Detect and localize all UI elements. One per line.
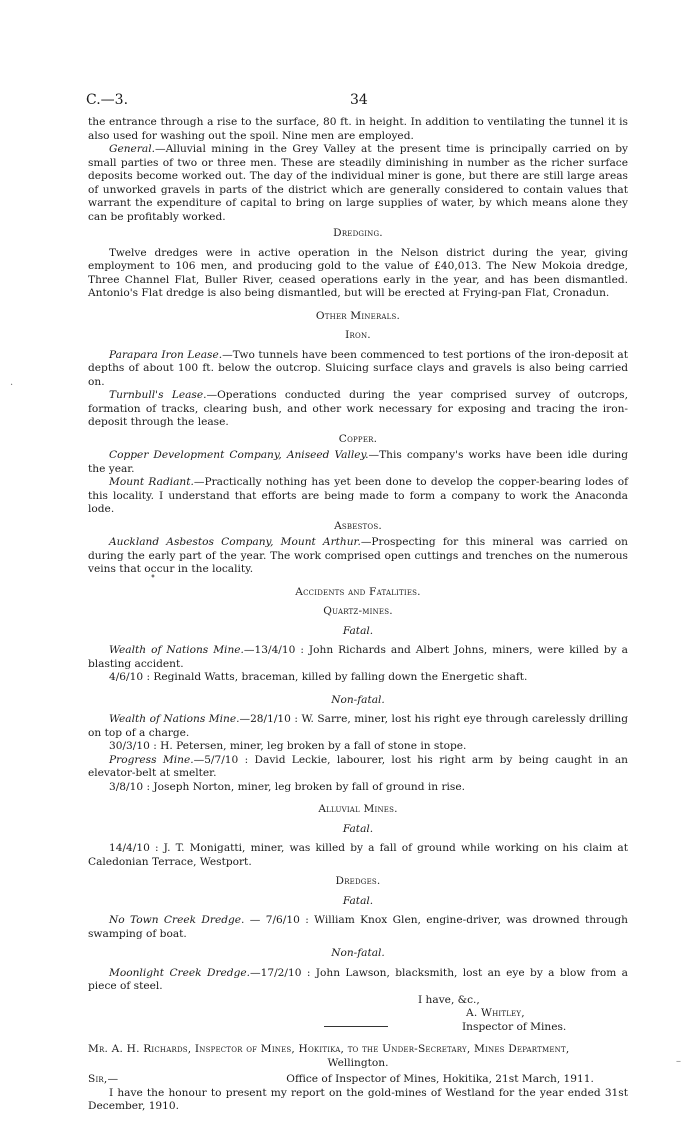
paragraph-progress — [88, 754, 628, 781]
paragraph-no-town-creek — [88, 914, 628, 941]
paragraph-general-text: —Alluvial mining in the Grey Valley at the present time is principally carried on by small parties of two or three men. These are steadily diminishing in number as the richer surface deposits become worked out. The day of the individual miner is gone, but there are still large areas of unworked gravels in parts of the district which are generally considered to contain values that warrant the expenditure of capital to bring on large supplies of water, by which means alone they can be profitably worked. — [88, 143, 628, 223]
paragraph-wealth-nonfatal — [88, 713, 628, 740]
heading-dredges: Dredges. — [335, 875, 381, 887]
signature-name: A. Whitley, — [466, 1007, 525, 1019]
letter-office: Office of Inspector of Mines, Hokitika, 21st March, 1911. — [286, 1073, 594, 1085]
heading-alluvial-mines: Alluvial Mines. — [318, 803, 398, 815]
paragraph-parapara-label: Parapara Iron Lease. — [109, 348, 223, 361]
heading-nonfatal-dredges: Non-fatal. — [331, 947, 385, 959]
paragraph-parapara-text: —Two tunnels have been commenced to test portions of the iron-deposit at depths of about 100 ft. below the outcrop. Sluicing surface clays and gravels is also being carried on. — [88, 348, 628, 388]
paragraph-asbestos — [88, 536, 628, 577]
paragraph-mount-radiant-label: Mount Radiant. — [109, 476, 194, 488]
heading-dredging: Dredging. — [333, 227, 383, 239]
paragraph-no-town-creek-text: — 7/6/10 : William Knox Glen, engine-driver, was drowned through swamping of boat. — [88, 914, 628, 940]
paragraph-general — [88, 143, 628, 224]
paragraph-watts: 4/6/10 : Reginald Watts, braceman, killed by falling down the Energetic shaft. — [109, 671, 528, 683]
heading-fatal-quartz: Fatal. — [342, 624, 374, 637]
paragraph-wealth-fatal-text: —13/4/10 : John Richards and Albert Johns, miners, were killed by a blasting accident. — [88, 644, 628, 670]
paragraph-copper-development-label: Copper Development Company, Aniseed Valley. — [109, 449, 369, 461]
paragraph-turnbull — [88, 389, 628, 430]
margin-speck: – — [676, 1056, 681, 1067]
heading-iron: Iron. — [345, 329, 371, 341]
letter-body: I have the honour to present my report on the gold-mines of Westland for the year ended 31st December, 1910. — [88, 1086, 628, 1112]
paragraph-wealth-fatal-label: Wealth of Nations Mine. — [109, 644, 244, 656]
paragraph-moonlight-creek-text: —17/2/10 : John Lawson, blacksmith, lost an eye by a blow from a piece of steel. — [88, 966, 628, 992]
letter-heading-text: Mr. A. H. Richards, Inspector of Mines, Hokitika, to the Under-Secretary, Mines Department, — [88, 1043, 570, 1055]
paragraph-turnbull-label: Turnbull's Lease. — [109, 389, 207, 401]
paragraph-mount-radiant-text: —Practically nothing has yet been done to develop the copper-bearing lodes of this locality. I understand that efforts are being made to form a company to work the Anaconda lode. — [88, 476, 629, 515]
paragraph-turnbull-text: —Operations conducted during the year comprised survey of outcrops, formation of tracks, clearing bush, and other work necessary for exposing and tracing the iron-deposit through the lease. — [88, 389, 628, 428]
paragraph-moonlight-creek — [88, 967, 628, 994]
letter-heading — [88, 1043, 628, 1057]
paragraph-norton: 3/8/10 : Joseph Norton, miner, leg broken by fall of ground in rise. — [109, 780, 465, 793]
paragraph-monigatti: 14/4/10 : J. T. Monigatti, miner, was killed by a fall of ground while working on his claim at Caledonian Terrace, Westport. — [88, 842, 628, 868]
letter-heading-place: Wellington. — [327, 1056, 389, 1069]
heading-fatal-alluvial: Fatal. — [342, 822, 374, 835]
paragraph-wealth-fatal — [88, 644, 628, 671]
paragraph-asbestos-text: —Prospecting for this mineral was carried on during the early part of the year. The work comprised open cuttings and trenches on the numerous veins that occur in the locality. — [88, 536, 629, 575]
paragraph-general-label: General. — [109, 143, 155, 155]
signature-closing: I have, &c., — [418, 993, 480, 1006]
heading-fatal-dredges: Fatal. — [342, 894, 374, 907]
margin-speck: · — [10, 380, 14, 391]
paragraph-ventilation: the entrance through a rise to the surface, 80 ft. in height. In addition to ventilating the tunnel it is also used for washing out the spoil. Nine men are employed. — [88, 116, 628, 142]
paragraph-progress-label: Progress Mine. — [109, 753, 194, 766]
paragraph-wealth-nonfatal-label: Wealth of Nations Mine. — [109, 713, 240, 725]
section-divider-rule — [324, 1026, 388, 1027]
document-reference: C.—3. — [86, 92, 129, 108]
paragraph-progress-text: —5/7/10 : David Leckie, labourer, lost his right arm by being caught in an elevator-belt at smelter. — [88, 753, 628, 779]
heading-accidents: Accidents and Fatalities. — [295, 585, 421, 598]
heading-nonfatal-quartz: Non-fatal. — [331, 693, 385, 706]
margin-speck: • — [150, 572, 156, 583]
paragraph-copper-development-text: —This company's works have been idle during the year. — [88, 449, 628, 475]
page-body — [88, 116, 628, 1114]
heading-quartz-mines: Quartz-mines. — [323, 605, 393, 617]
heading-asbestos: Asbestos. — [334, 519, 382, 532]
letter-salutation: Sir,— — [88, 1073, 119, 1085]
signature-role-line — [88, 1021, 628, 1035]
heading-other-minerals: Other Minerals. — [315, 309, 401, 322]
paragraph-copper-development — [88, 449, 628, 476]
paragraph-no-town-creek-label: No Town Creek Dredge. — [109, 914, 245, 926]
page-number: 34 — [350, 92, 368, 108]
paragraph-asbestos-label: Auckland Asbestos Company, Mount Arthur. — [109, 536, 361, 548]
heading-copper: Copper. — [338, 432, 378, 445]
paragraph-parapara — [88, 349, 628, 390]
paragraph-petersen: 30/3/10 : H. Petersen, miner, leg broken by a fall of stone in stope. — [109, 740, 467, 752]
paragraph-dredging: Twelve dredges were in active operation in the Nelson district during the year, giving employment to 106 men, and producing gold to the value of £40,013. The New Mokoia dredge, Three Channel Flat, Buller River, ceased operations early in the year, and has been dismantled. Antonio's Flat dredge is also being dismantled, but will be erected at Frying-pan Flat, Cronadun. — [88, 246, 628, 299]
paragraph-wealth-nonfatal-text: —28/1/10 : W. Sarre, miner, lost his right eye through carelessly drilling on top of a charge. — [88, 713, 628, 739]
paragraph-mount-radiant — [88, 476, 628, 517]
letter-date-line — [88, 1073, 628, 1087]
signature-role: Inspector of Mines. — [462, 1020, 567, 1033]
paragraph-moonlight-creek-label: Moonlight Creek Dredge. — [109, 966, 250, 979]
